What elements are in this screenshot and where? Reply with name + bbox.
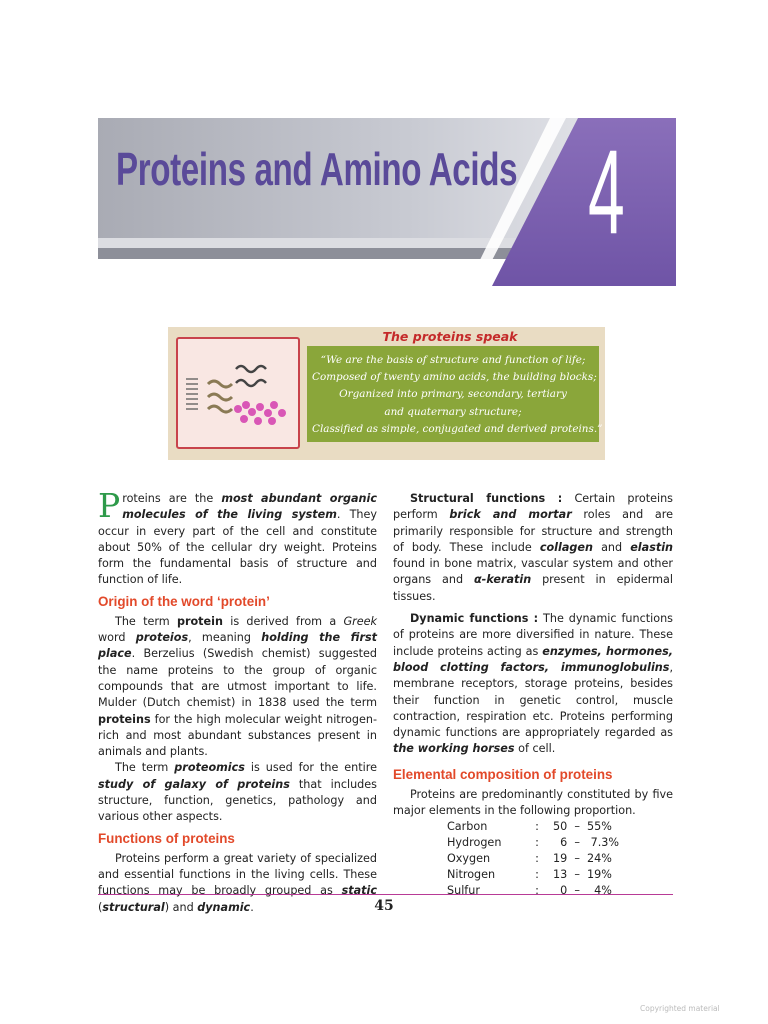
table-row	[447, 867, 619, 883]
element-range: 19 – 24%	[553, 852, 612, 866]
text: , meaning	[188, 631, 262, 645]
protein-structure-illustration	[176, 337, 300, 449]
text: Certain proteins perform	[393, 492, 673, 522]
text: for the high molecular weight nitrogen-rich and most abundant substances present in animals and plants.	[98, 712, 377, 759]
elemental-heading: Elemental composition of proteins	[393, 766, 613, 782]
text: . They occur in every part of the cell and constitute about 50% of the cellular dry weight. Proteins form the fundamental basis of structure and function of life.	[98, 508, 378, 587]
proteomics-paragraph	[98, 760, 377, 825]
element-name: Nitrogen	[447, 868, 496, 882]
functions-heading: Functions of proteins	[98, 830, 235, 846]
element-name: Hydrogen	[447, 836, 502, 850]
element-range: 6 – 7.3%	[553, 836, 620, 850]
text: roteins are the	[122, 492, 222, 505]
right-column	[393, 491, 673, 899]
text: (	[98, 900, 103, 914]
origin-heading: Origin of the word ‘protein’	[98, 593, 270, 609]
elemental-intro: Proteins are predominantly constituted by five major elements in the following proportion.	[393, 787, 673, 818]
text: . Berzelius (Swedish chemist) suggested the name proteins to the group of organic compounds that are utmost important to life. Mulder (Dutch chemist) in 1838 used the term	[98, 647, 377, 710]
protein-quote	[312, 352, 603, 438]
chapter-number: 4	[588, 125, 625, 259]
element-range: 0 – 4%	[553, 884, 612, 898]
emphasis: dynamic	[197, 900, 251, 914]
emphasis: most abundant organic molecules of the living system	[122, 492, 377, 522]
separator: :	[535, 852, 539, 866]
text: present in epidermal tissues.	[393, 573, 673, 603]
element-range: 50 – 55%	[553, 820, 612, 834]
separator: :	[535, 836, 539, 850]
intro-paragraph	[98, 486, 378, 589]
emphasis: proteomics	[174, 761, 245, 775]
table-row	[447, 819, 619, 835]
label: Dynamic functions :	[410, 612, 539, 626]
emphasis: protein	[176, 614, 223, 628]
origin-paragraph	[98, 614, 377, 761]
text: , membrane receptors, storage proteins, besides their function in genetic control, muscle contraction, respiration etc. Proteins performing dynamic functions are appropriately regarded as	[393, 660, 673, 740]
text: and	[592, 540, 631, 554]
text: .	[250, 900, 254, 914]
emphasis: brick and mortar	[449, 508, 572, 522]
label: Structural functions :	[410, 492, 563, 505]
element-name: Carbon	[447, 820, 488, 834]
text: The term	[115, 614, 177, 628]
text: is derived from a	[222, 614, 344, 628]
emphasis: structural	[102, 900, 165, 914]
emphasis: the working horses	[393, 742, 515, 756]
protein-helix-icon	[178, 339, 298, 447]
copyright-watermark: Copyrighted material	[640, 1004, 720, 1013]
page-number: 45	[374, 898, 394, 914]
text: The dynamic functions of proteins are more diversified in nature. These include proteins acting as	[393, 612, 673, 658]
quote-line: and quaternary structure;	[384, 405, 522, 418]
text: roles and are primarily responsible for structure and strength of body. These include	[393, 508, 673, 554]
footer-rule	[98, 894, 673, 895]
dynamic-functions-paragraph	[393, 611, 673, 758]
text: found in bone matrix, vascular system and other organs and	[393, 557, 673, 587]
quote-line: Composed of twenty amino acids, the building blocks;	[312, 371, 597, 384]
emphasis: α-keratin	[474, 573, 532, 587]
emphasis: Greek	[343, 614, 378, 628]
text: is used for the entire	[244, 761, 377, 775]
elements-table	[447, 819, 619, 899]
emphasis: proteios	[135, 631, 189, 645]
emphasis: enzymes, hormones, blood clotting factors, immunoglobulins	[393, 644, 673, 674]
separator: :	[535, 820, 539, 834]
text: of cell.	[514, 742, 556, 756]
structural-functions-paragraph	[393, 491, 673, 605]
element-name: Sulfur	[447, 884, 480, 898]
separator: :	[535, 868, 539, 882]
text: Proteins perform a great variety of specialized and essential functions in the living cells. These functions may be broadly grouped as	[98, 851, 377, 898]
chapter-title: Proteins and Amino Acids	[116, 143, 518, 195]
quote-line: Organized into primary, secondary, tertiary	[339, 388, 567, 401]
emphasis: collagen	[539, 540, 593, 554]
speak-box-title: The proteins speak	[382, 329, 518, 344]
text: ) and	[164, 900, 198, 914]
text: that includes structure, function, genetics, pathology and various other aspects.	[98, 777, 377, 824]
table-row	[447, 835, 619, 851]
emphasis: elastin	[630, 540, 673, 554]
emphasis: proteins	[98, 712, 151, 726]
emphasis: static	[341, 884, 377, 898]
element-name: Oxygen	[447, 852, 491, 866]
separator: :	[535, 884, 539, 898]
text: word	[98, 631, 136, 645]
table-row	[447, 883, 619, 899]
left-column	[98, 486, 378, 916]
emphasis: study of galaxy of proteins	[98, 777, 290, 791]
text: The term	[115, 761, 175, 775]
table-row	[447, 851, 619, 867]
emphasis: holding the first place	[98, 631, 378, 661]
quote-line: “We are the basis of structure and function of life;	[320, 354, 586, 366]
quote-line: Classified as simple, conjugated and derived proteins.”	[312, 422, 603, 435]
drop-cap: P	[98, 486, 121, 525]
element-range: 13 – 19%	[553, 868, 612, 882]
